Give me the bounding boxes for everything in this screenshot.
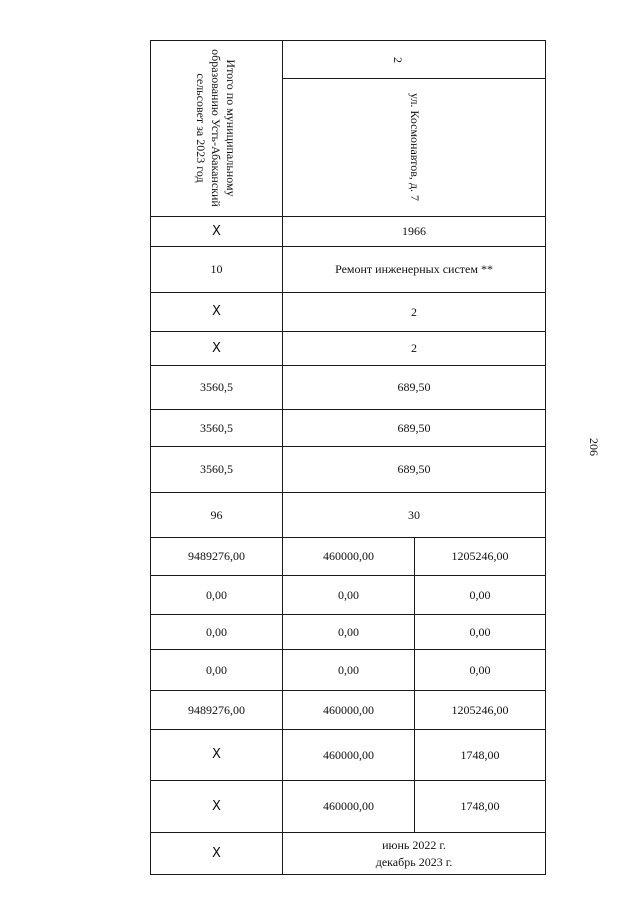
row-12-mid: 0,00 [338, 662, 359, 677]
row-15-mid: 460000,00 [323, 799, 374, 814]
row-11-left: 0,00 [206, 624, 227, 639]
row-14-left: X [212, 747, 221, 763]
header-total-label: Итого по муниципальному образованию Усть-Абаканский сельсовет за 2023 год [194, 49, 239, 207]
row-16-right [283, 833, 545, 874]
table-rule [545, 40, 546, 875]
row-5-left: 3560,5 [200, 380, 233, 395]
table-rule [282, 78, 546, 79]
row-3-left: X [212, 304, 221, 320]
row-1-right: 1966 [402, 224, 426, 239]
table-rule [150, 874, 546, 875]
header-column-number: 2 [391, 57, 406, 63]
row-13-right: 1205246,00 [451, 702, 509, 717]
row-2-left: 10 [210, 262, 223, 277]
row-10-left: 0,00 [206, 587, 227, 602]
row-7-right: 689,50 [397, 462, 431, 477]
row-9-left: 9489276,00 [188, 549, 245, 564]
row-11-right: 0,00 [469, 624, 491, 639]
period-end: декабрь 2023 г. [375, 854, 453, 869]
row-8-right: 30 [408, 507, 420, 522]
row-14-right: 1748,00 [460, 747, 500, 762]
row-6-right: 689,50 [397, 420, 431, 435]
page-number: 206 [587, 438, 602, 456]
row-7-left: 3560,5 [200, 462, 233, 477]
row-9-mid: 460000,00 [323, 549, 374, 564]
row-12-right: 0,00 [469, 662, 491, 677]
row-3-right: 2 [411, 304, 417, 319]
row-4-left: X [212, 340, 221, 356]
row-9-right: 1205246,00 [451, 549, 509, 564]
row-15-left: X [212, 798, 221, 814]
row-16-left: X [212, 845, 221, 861]
row-10-mid: 0,00 [338, 587, 359, 602]
row-2-right: Ремонт инженерных систем ** [335, 262, 493, 277]
row-5-right: 689,50 [397, 380, 431, 395]
row-4-right: 2 [411, 341, 417, 356]
row-13-left: 9489276,00 [188, 702, 245, 717]
row-6-left: 3560,5 [200, 420, 233, 435]
row-10-right: 0,00 [469, 587, 491, 602]
row-13-mid: 460000,00 [323, 702, 374, 717]
row-1-left: X [212, 223, 221, 239]
header-address: ул. Космонавтов, д. 7 [408, 92, 423, 202]
row-11-mid: 0,00 [338, 624, 359, 639]
row-12-left: 0,00 [206, 662, 227, 677]
period-start: июнь 2022 г. [382, 838, 446, 853]
row-14-mid: 460000,00 [323, 747, 374, 762]
row-8-left: 96 [210, 507, 223, 522]
row-15-right: 1748,00 [460, 799, 500, 814]
